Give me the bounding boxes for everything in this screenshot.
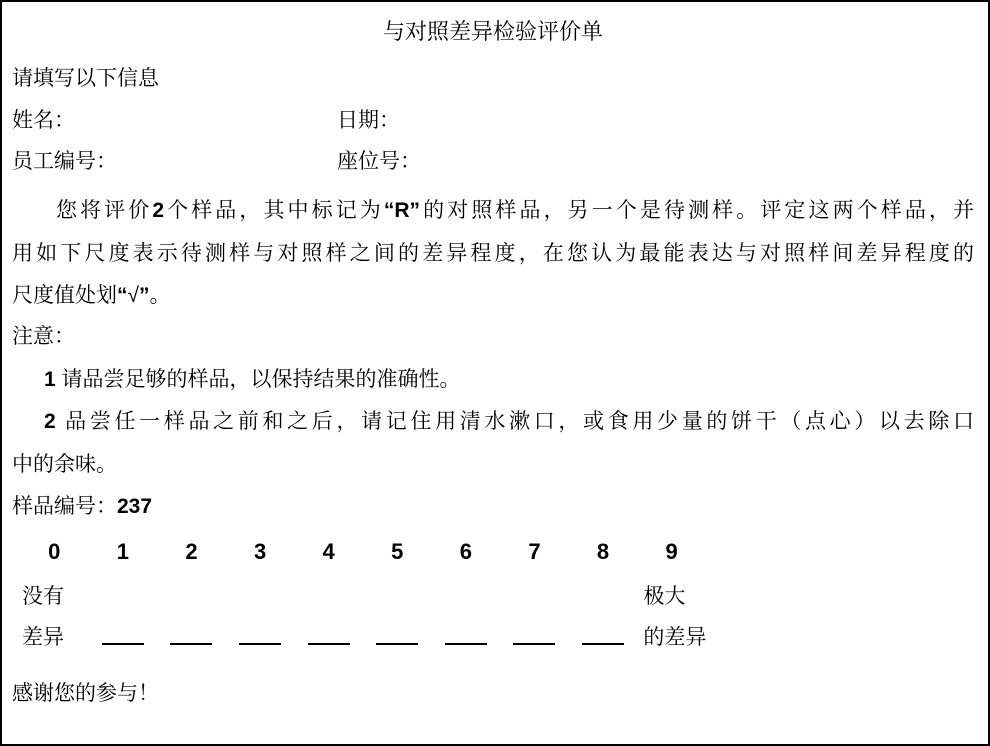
blank-line[interactable] — [308, 624, 350, 645]
max-anchor-label-top: 极大 — [643, 585, 686, 608]
mark-blank-6[interactable] — [432, 624, 501, 652]
blank-line[interactable] — [582, 624, 624, 645]
mark-blank-4[interactable] — [294, 624, 363, 652]
employee-seat-row — [12, 148, 974, 175]
scale-number-5: 5 — [391, 539, 404, 564]
checkmark-symbol: √ — [127, 284, 140, 307]
scale-number-7: 7 — [528, 539, 541, 564]
note-2-number: 2 — [44, 410, 56, 433]
scale-blanks-row — [20, 624, 706, 652]
notes-heading: 注意： — [12, 325, 75, 348]
blank-line[interactable] — [513, 624, 555, 645]
max-anchor-label-bottom: 的差异 — [643, 626, 707, 649]
instructions-line-1 — [12, 197, 974, 224]
min-anchor-label-bottom: 差异 — [22, 626, 64, 649]
note-2-text: 品尝任一样品之前和之后，请记住用清水漱口，或食用少量的饼干（点心）以去除口 — [55, 410, 974, 433]
mark-blank-7[interactable] — [500, 624, 569, 652]
fill-info-text: 请填写以下信息 — [12, 67, 159, 90]
seat-label: 座位号： — [337, 150, 421, 173]
instructions-text: 尺度值处划 — [12, 284, 117, 307]
blank-line[interactable] — [445, 624, 487, 645]
scale-number-2: 2 — [185, 539, 198, 564]
sample-number-row — [12, 493, 974, 520]
note-item-1 — [12, 366, 974, 393]
instructions-text: 个样品，其中标记为 — [164, 199, 384, 222]
closing-text: 感谢您的参与！ — [12, 682, 159, 705]
scale-number-6: 6 — [459, 539, 472, 564]
mark-blank-1[interactable] — [89, 624, 158, 652]
instructions-line-3 — [12, 282, 974, 309]
scale-number-3: 3 — [253, 539, 267, 564]
page-title: 与对照差异检验评价单 — [382, 19, 603, 44]
sample-number-value: 237 — [117, 495, 153, 518]
scale-number-1: 1 — [116, 539, 130, 564]
scale-anchor-labels-row — [20, 583, 706, 610]
blank-line[interactable] — [376, 624, 418, 645]
mark-blank-5[interactable] — [363, 624, 432, 652]
note-1-number: 1 — [44, 368, 56, 391]
name-label: 姓名： — [12, 109, 75, 132]
blank-line[interactable] — [102, 624, 144, 645]
instructions-text: 您将评价 — [56, 199, 153, 222]
scale-number-0: 0 — [48, 539, 61, 564]
instructions-text: 的对照样品，另一个是待测样。评定这两个样品，并 — [420, 199, 975, 222]
scale-number-9: 9 — [665, 539, 678, 564]
mark-blank-2[interactable] — [157, 624, 226, 652]
blank-line[interactable] — [170, 624, 212, 645]
bold-sample-count: 2 — [152, 199, 165, 222]
employee-id-label: 员工编号： — [12, 150, 117, 173]
instructions-line-2: 用如下尺度表示待测样与对照样之间的差异程度，在您认为最能表达与对照样间差异程度的 — [12, 242, 974, 265]
instructions-text: 。 — [149, 284, 171, 307]
name-date-row — [12, 107, 974, 134]
scale-number-8: 8 — [596, 539, 610, 564]
mark-blank-8[interactable] — [569, 624, 638, 652]
date-label: 日期： — [337, 109, 400, 132]
note-item-2-line-1 — [12, 408, 974, 435]
bold-reference-code: “R” — [383, 199, 421, 222]
sample-number-label: 样品编号： — [12, 495, 117, 518]
blank-line[interactable] — [239, 624, 281, 645]
scale-numbers-row — [20, 538, 706, 565]
bold-quote-close: ” — [139, 284, 150, 307]
note-1-text: 请品尝足够的样品，以保持结果的准确性。 — [55, 368, 461, 391]
min-anchor-label-top: 没有 — [22, 585, 64, 608]
bold-quote-open: “ — [117, 284, 128, 307]
scale-number-4: 4 — [322, 539, 335, 564]
note-item-2-line-2: 中的余味。 — [12, 453, 117, 476]
mark-blank-3[interactable] — [226, 624, 295, 652]
